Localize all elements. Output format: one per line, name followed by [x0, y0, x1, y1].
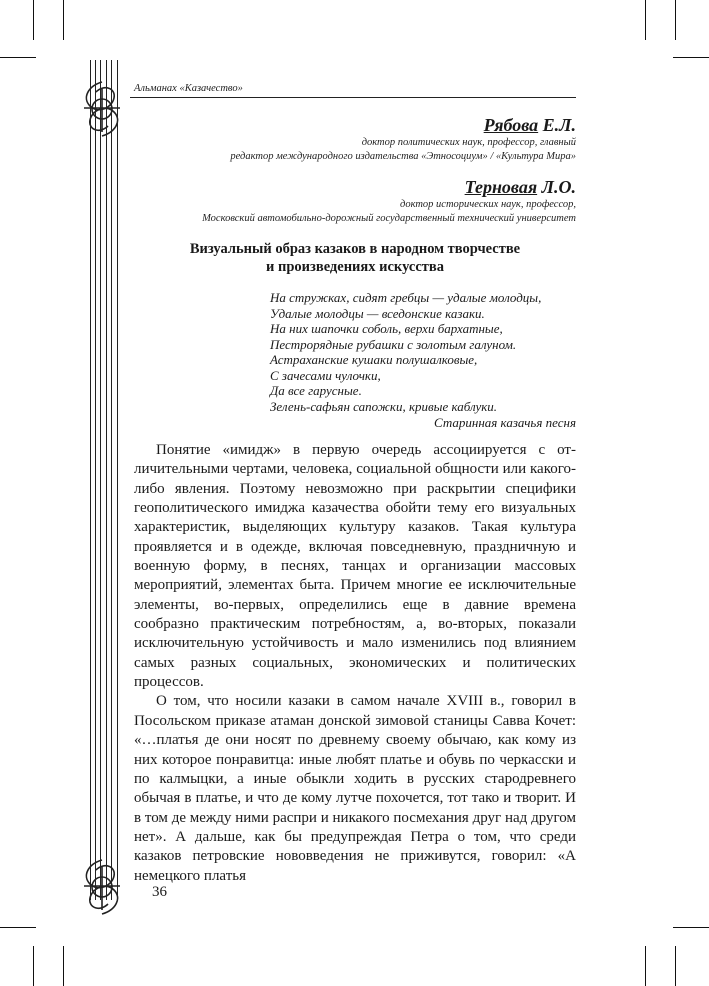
- author-block: [202, 177, 576, 226]
- margin-rule: [95, 60, 96, 900]
- monogram-emblem-icon: [74, 856, 130, 918]
- crop-mark: [673, 927, 709, 928]
- author-surname: Терновая: [464, 177, 538, 197]
- article-body: [134, 441, 576, 886]
- crop-mark: [0, 927, 36, 928]
- crop-mark: [63, 946, 64, 986]
- margin-rule: [90, 60, 91, 900]
- title-line: Визуальный образ казаков в народном творчестве: [189, 241, 521, 257]
- epigraph-line: С зачесами чулочки,: [270, 367, 381, 383]
- author-surname: Рябова: [483, 115, 539, 135]
- article-title: [134, 240, 576, 276]
- epigraph-line: Удалые молодцы — вседонские казаки.: [270, 305, 485, 321]
- crop-mark: [63, 0, 64, 40]
- margin-rule: [117, 60, 118, 900]
- title-line: и произведениях искусства: [266, 259, 444, 275]
- epigraph-line: Зелень-сафьян сапожки, кривые каблуки.: [270, 398, 498, 414]
- paragraph: О том, что носили казаки в самом начале XVIII в., говорил в Посольском приказе атаман донской зимовой станицы Савва Кочет: «…платья де они носят по древнему своему обычаю, как кому из них которое понравитца: иные любят платье и обувь по черкасски и по калмыцки, а иные обыкли ходить в русских стародревнего обычая в платье, и что де кому лутче похочется, тот тако и творит. И в том де между ними распри и никакого посмехания друг над другом нет». А дальше, как бы предупреждая Петра о том, что среди казаков петровские нововведения не приживутся, говорил: «А немецкого платья: [134, 693, 576, 884]
- page-number: 36: [152, 884, 167, 900]
- margin-rule: [111, 60, 112, 900]
- crop-mark: [673, 57, 709, 58]
- epigraph-attribution: Старинная казачья песня: [433, 415, 576, 430]
- crop-mark: [645, 946, 646, 986]
- author-name: [202, 177, 576, 198]
- monogram-emblem-icon: [74, 78, 130, 140]
- running-head: Альманах «Казачество»: [134, 83, 243, 94]
- author-affiliation: Московский автомобильно-дорожный государственный технический университет: [202, 213, 576, 224]
- author-affiliation: доктор политических наук, профессор, главный: [361, 137, 576, 148]
- margin-rule: [100, 60, 101, 900]
- margin-rule: [106, 60, 107, 900]
- author-block: [230, 115, 576, 164]
- author-affiliation: доктор исторических наук, профессор,: [400, 199, 576, 210]
- crop-mark: [33, 0, 34, 40]
- epigraph-line: Да все гарусные.: [270, 383, 362, 398]
- author-affiliation: редактор международного издательства «Этносоциум» / «Культура Мира»: [230, 151, 576, 162]
- crop-mark: [675, 0, 676, 40]
- author-initials: Л.О.: [541, 177, 576, 197]
- author-name: [230, 115, 576, 136]
- crop-mark: [33, 946, 34, 986]
- epigraph: [270, 290, 576, 431]
- crop-mark: [675, 946, 676, 986]
- paragraph: Понятие «имидж» в первую очередь ассоциируется с отличительными чертами, человека, социальной общности или какого-либо явления. Поэтому невозможно при раскрытии специфики геополитического имиджа казачества обойти тему его визуальных характеристик, выделяющих культуру казаков. Такая культура проявляется и в одежде, включая повседневную, праздничную и военную форму, в песнях, танцах и организации массовых мероприятий, элементах быта. Причем многие ее исключительные элементы, во-первых, определились еще в давние времена сообразно практическим потребностям, а, во-вторых, показали исключительную устойчивость и мало изменились под влиянием самых разных социальных, экономических и политических процессов.: [134, 442, 576, 691]
- epigraph-line: На них шапочки соболь, верхи бархатные,: [270, 321, 503, 336]
- epigraph-line: Пестрорядные рубашки с золотым галуном.: [270, 336, 517, 352]
- epigraph-line: Астраханские кушаки полушалковые,: [270, 352, 478, 367]
- crop-mark: [0, 57, 36, 58]
- author-initials: Е.Л.: [542, 115, 576, 135]
- crop-mark: [645, 0, 646, 40]
- epigraph-line: На стружках, сидят гребцы — удалые молодцы,: [270, 290, 542, 305]
- header-rule: [130, 97, 576, 98]
